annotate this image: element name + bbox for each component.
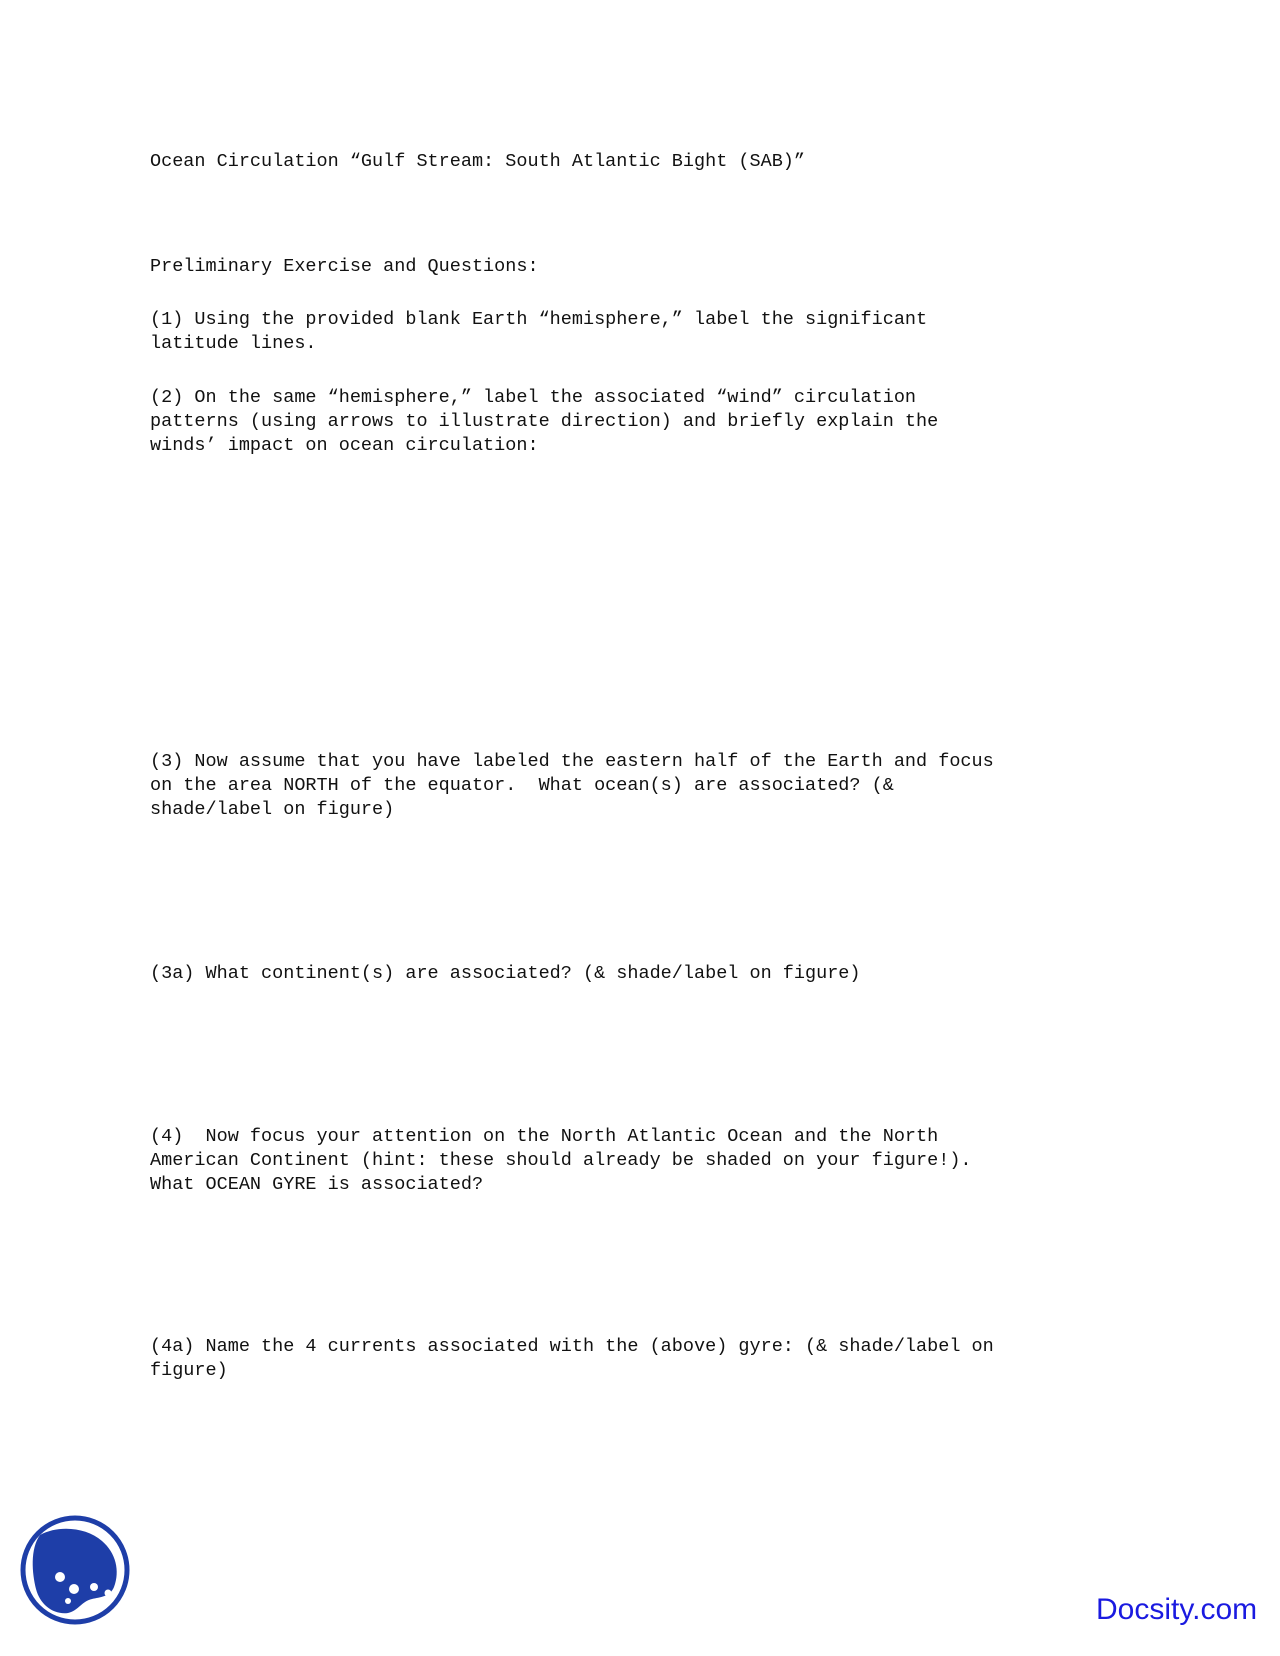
question-line: (1) Using the provided blank Earth “hemisphere,” label the significant [150, 309, 928, 330]
question-line: American Continent (hint: these should already be shaded on your figure!). [150, 1150, 972, 1171]
question-line: (3) Now assume that you have labeled the eastern half of the Earth and focus [150, 751, 994, 772]
question-line: winds’ impact on ocean circulation: [150, 435, 539, 456]
question-1 [150, 308, 1150, 356]
question-4 [150, 1125, 1150, 1197]
question-line: (3a) What continent(s) are associated? (& shade/label on figure) [150, 963, 861, 984]
question-line: figure) [150, 1360, 228, 1381]
docsity-brand-link[interactable]: Docsity.com [1096, 1593, 1258, 1626]
docsity-logo-icon[interactable] [18, 1513, 132, 1627]
question-line: (4) Now focus your attention on the North Atlantic Ocean and the North [150, 1126, 939, 1147]
section-heading: Preliminary Exercise and Questions: [150, 256, 539, 277]
question-2 [150, 386, 1150, 458]
question-line: on the area NORTH of the equator. What ocean(s) are associated? (& [150, 775, 894, 796]
document-title: Ocean Circulation “Gulf Stream: South Atlantic Bight (SAB)” [150, 151, 806, 172]
question-line: patterns (using arrows to illustrate direction) and briefly explain the [150, 411, 939, 432]
question-line: latitude lines. [150, 333, 317, 354]
question-line: (4a) Name the 4 currents associated with the (above) gyre: (& shade/label on [150, 1336, 994, 1357]
question-line: (2) On the same “hemisphere,” label the associated “wind” circulation [150, 387, 917, 408]
question-4a [150, 1335, 1150, 1383]
question-line: What OCEAN GYRE is associated? [150, 1174, 484, 1195]
question-3 [150, 750, 1150, 822]
question-3a [150, 962, 1150, 986]
question-line: shade/label on figure) [150, 799, 395, 820]
